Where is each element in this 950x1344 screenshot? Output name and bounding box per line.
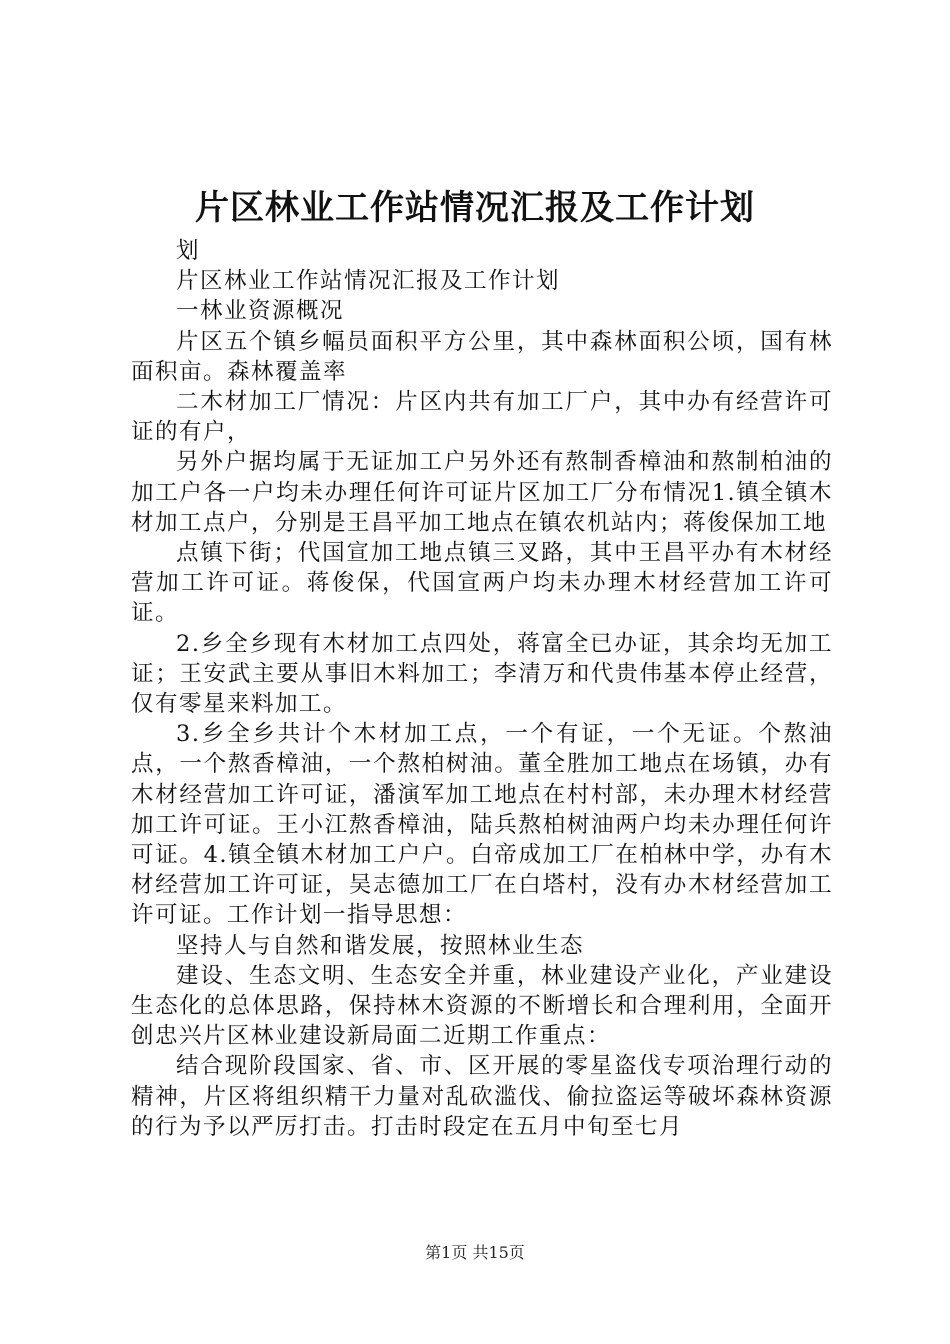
paragraph: 建设、生态文明、生态安全并重，林业建设产业化，产业建设生态化的总体思路，保持林木资源的不断增长和合理利用，全面开创忠兴片区林业建设新局面二近期工作重点： [131,962,833,1050]
paragraph: 一林业资源概况 [176,298,345,325]
paragraph: 片区林业工作站情况汇报及工作计划 [176,268,561,295]
paragraph: 结合现阶段国家、省、市、区开展的零星盗伐专项治理行动的精神，片区将组织精干力量对乱砍滥伐、偷拉盗运等破坏森林资源的行为予以严厉打击。打击时段定在五月中旬至七月 [131,1053,833,1140]
paragraph: 坚持人与自然和谐发展，按照林业生态 [176,932,585,959]
paragraph: 2.乡全乡现有木材加工点四处，蒋富全已办证，其余均无加工证；王安武主要从事旧木料加工；李清万和代贵伟基本停止经营，仅有零星来料加工。 [131,630,833,718]
paragraph: 3.乡全乡共计个木材加工点，一个有证，一个无证。个熬油点，一个熬香樟油，一个熬柏树油。董全胜加工地点在场镇，办有木材经营加工许可证，潘演军加工地点在村村部，未办理木材经营加工许可证。王小江熬香樟油，陆兵熬柏树油两户均未办理任何许可证。4.镇全镇木材加工户户。白帝成加工厂在柏林中学，办有木材经营加工许可证，吴志德加工厂在白塔村，没有办木材经营加工许可证。工作计划一指导思想： [131,721,833,929]
document-body [131,236,833,1142]
paragraph: 划 [176,238,201,264]
document-title: 片区林业工作站情况汇报及工作计划 [195,188,755,228]
paragraph: 点镇下街；代国宣加工地点镇三叉路，其中王昌平办有木材经营加工许可证。蒋俊保，代国宣两户均未办理木材经营加工许可证。 [131,540,833,627]
paragraph: 片区五个镇乡幅员面积平方公里，其中森林面积公顷，国有林面积亩。森林覆盖率 [131,328,833,385]
page-number-footer: 第1页 共15页 [425,1243,525,1262]
paragraph: 二木材加工厂情况：片区内共有加工厂户，其中办有经营许可证的有户， [131,389,833,446]
paragraph: 另外户据均属于无证加工户另外还有熬制香樟油和熬制柏油的加工户各一户均未办理任何许可证片区加工厂分布情况1.镇全镇木材加工点户，分别是王昌平加工地点在镇农机站内；蒋俊保加工地 [131,449,833,536]
